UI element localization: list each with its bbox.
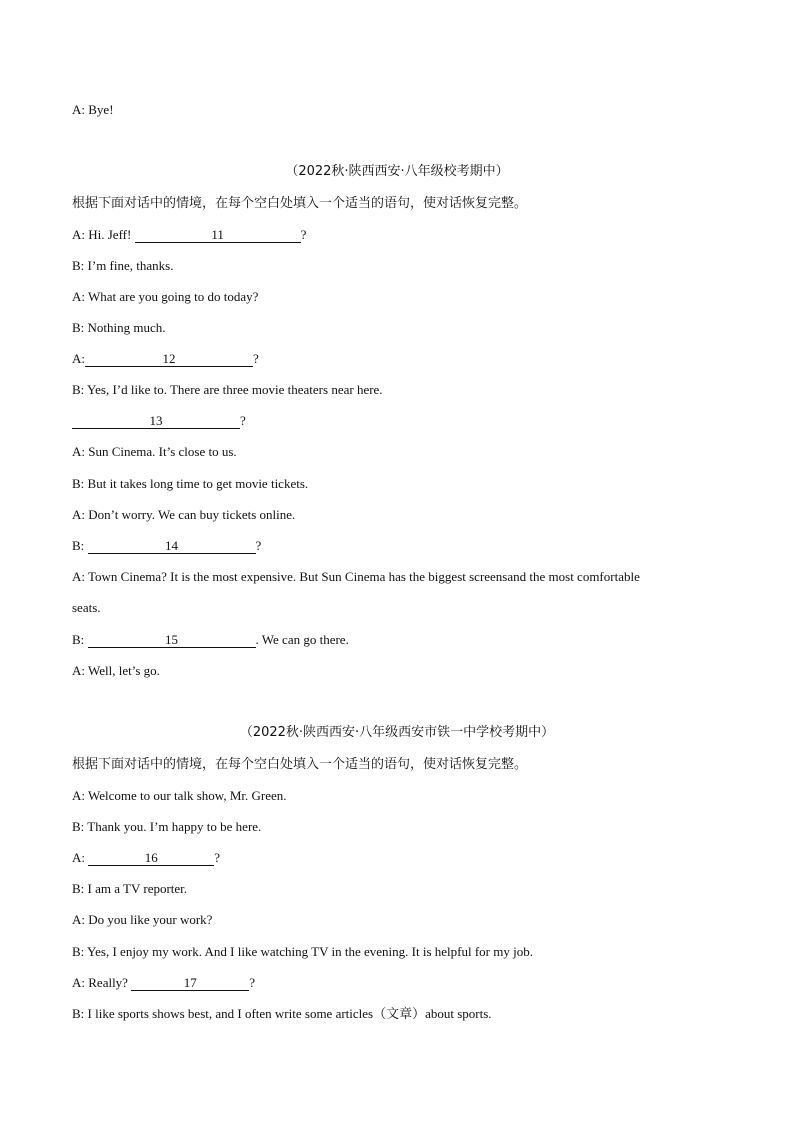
- dialogue-line: A: 16 ?: [72, 850, 221, 865]
- dialogue-line: B: I am a TV reporter.: [72, 881, 188, 896]
- dialogue-line: B: I’m fine, thanks.: [72, 258, 174, 273]
- answer-blank-15[interactable]: 15: [88, 633, 256, 648]
- dialogue-line: 13 ?: [72, 412, 722, 430]
- answer-blank-12[interactable]: 12: [85, 352, 253, 367]
- dialogue-line: A: Welcome to our talk show, Mr. Green.: [72, 788, 287, 803]
- dialogue-line: A: Don’t worry. We can buy tickets online.: [72, 507, 296, 522]
- section2-instruction: 根据下面对话中的情境，在每个空白处填入一个适当的语句，使对话恢复完整。: [72, 757, 528, 772]
- dialogue-line-bye: [72, 101, 722, 119]
- dialogue-line: B: 15 . We can go there.: [72, 632, 349, 647]
- dialogue-line: seats.: [72, 600, 101, 615]
- line-text: A: Bye!: [72, 102, 114, 117]
- dialogue-line: B: 14 ?: [72, 538, 262, 553]
- dialogue-line: B: Yes, I enjoy my work. And I like watching TV in the evening. It is helpful for my job.: [72, 944, 533, 959]
- dialogue-line: A: Hi. Jeff! 11 ?: [72, 227, 307, 242]
- section2-source: （2022秋·陕西西安·八年级西安市铁一中学校考期中）: [239, 725, 555, 740]
- section1-source: （2022秋·陕西西安·八年级校考期中）: [285, 164, 509, 179]
- dialogue-line: A: Well, let’s go.: [72, 663, 160, 678]
- dialogue-line: A: 12 ?: [72, 351, 259, 366]
- dialogue-line: A: What are you going to do today?: [72, 289, 259, 304]
- answer-blank-16[interactable]: 16: [88, 851, 214, 866]
- dialogue-line: A: Do you like your work?: [72, 912, 213, 927]
- dialogue-line: B: Thank you. I’m happy to be here.: [72, 819, 262, 834]
- dialogue-line: A: Town Cinema? It is the most expensive. But Sun Cinema has the biggest screensand the most comfortable: [72, 569, 640, 584]
- dialogue-line: A: Sun Cinema. It’s close to us.: [72, 444, 237, 459]
- dialogue-line: A: Really? 17 ?: [72, 975, 255, 990]
- answer-blank-11[interactable]: 11: [135, 228, 301, 243]
- dialogue-line: B: Yes, I’d like to. There are three movie theaters near here.: [72, 382, 383, 397]
- dialogue-line: B: Nothing much.: [72, 320, 166, 335]
- section1-instruction: 根据下面对话中的情境，在每个空白处填入一个适当的语句，使对话恢复完整。: [72, 196, 528, 211]
- dialogue-line: B: But it takes long time to get movie tickets.: [72, 476, 309, 491]
- answer-blank-13[interactable]: 13: [72, 414, 240, 429]
- answer-blank-17[interactable]: 17: [131, 976, 249, 991]
- answer-blank-14[interactable]: 14: [88, 539, 256, 554]
- dialogue-line: B: I like sports shows best, and I often write some articles（文章）about sports.: [72, 1006, 492, 1021]
